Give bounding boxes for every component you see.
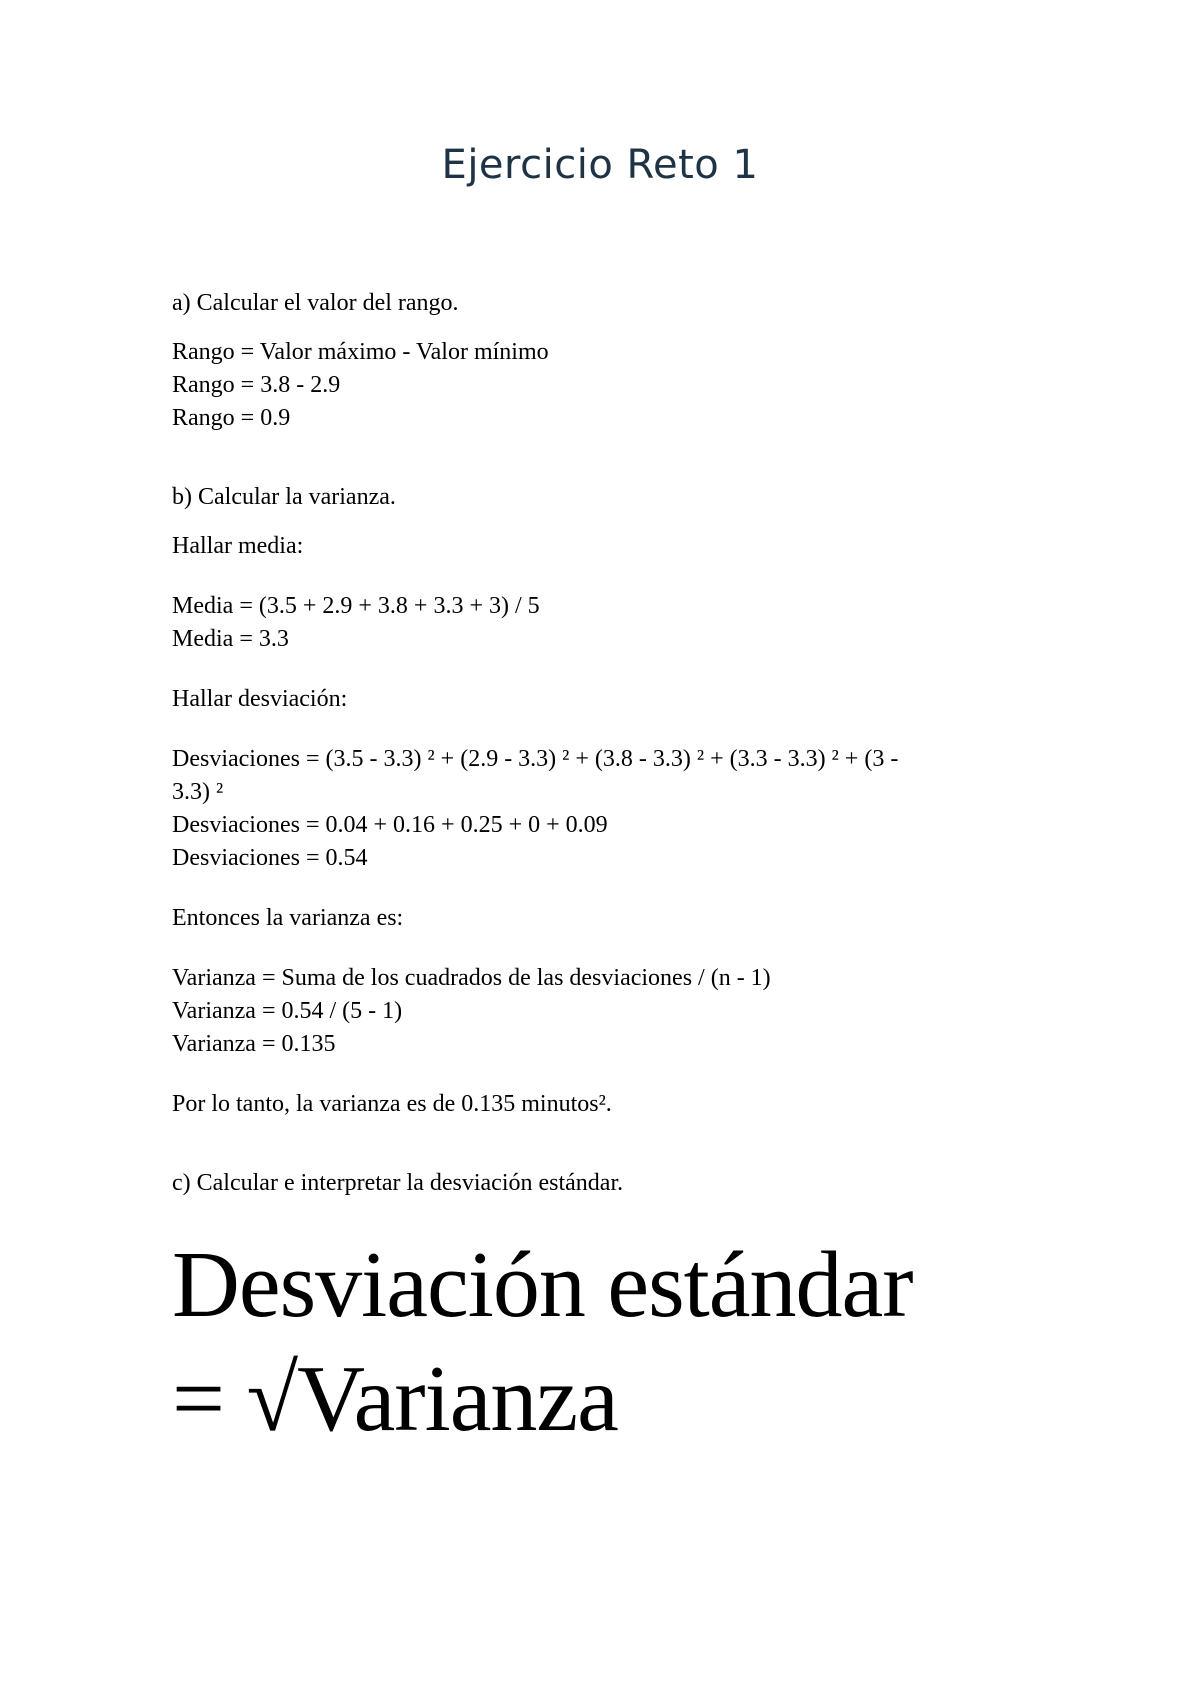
std-dev-formula-line-2: = √Varianza (172, 1347, 618, 1451)
range-formula: Rango = Valor máximo - Valor mínimo (172, 339, 549, 365)
std-dev-formula (172, 1228, 1052, 1456)
std-dev-formula-line-1: Desviación estándar (172, 1233, 913, 1337)
section-b-heading: b) Calcular la varianza. (172, 484, 396, 510)
range-substitution: Rango = 3.8 - 2.9 (172, 372, 341, 398)
mean-label: Hallar media: (172, 533, 304, 559)
mean-result: Media = 3.3 (172, 626, 289, 652)
mean-formula: Media = (3.5 + 2.9 + 3.8 + 3.3 + 3) / 5 (172, 593, 540, 619)
deviation-formula-line-1: Desviaciones = (3.5 - 3.3) ² + (2.9 - 3.3) ² + (3.8 - 3.3) ² + (3.3 - 3.3) ² + (3 - (172, 746, 899, 772)
section-a-heading: a) Calcular el valor del rango. (172, 290, 459, 316)
variance-substitution: Varianza = 0.54 / (5 - 1) (172, 998, 403, 1024)
variance-label: Entonces la varianza es: (172, 905, 404, 931)
document-body (172, 287, 1052, 1456)
page-title: Ejercicio Reto 1 (441, 142, 759, 188)
variance-result: Varianza = 0.135 (172, 1031, 336, 1057)
variance-formula: Varianza = Suma de los cuadrados de las desviaciones / (n - 1) (172, 965, 771, 991)
range-result: Rango = 0.9 (172, 405, 291, 431)
deviation-values: Desviaciones = 0.04 + 0.16 + 0.25 + 0 + 0.09 (172, 812, 608, 838)
section-c-heading: c) Calcular e interpretar la desviación estándar. (172, 1170, 624, 1196)
deviation-result: Desviaciones = 0.54 (172, 845, 368, 871)
deviation-formula-line-2: 3.3) ² (172, 779, 224, 805)
deviation-label: Hallar desviación: (172, 686, 348, 712)
variance-conclusion: Por lo tanto, la varianza es de 0.135 minutos². (172, 1091, 612, 1117)
